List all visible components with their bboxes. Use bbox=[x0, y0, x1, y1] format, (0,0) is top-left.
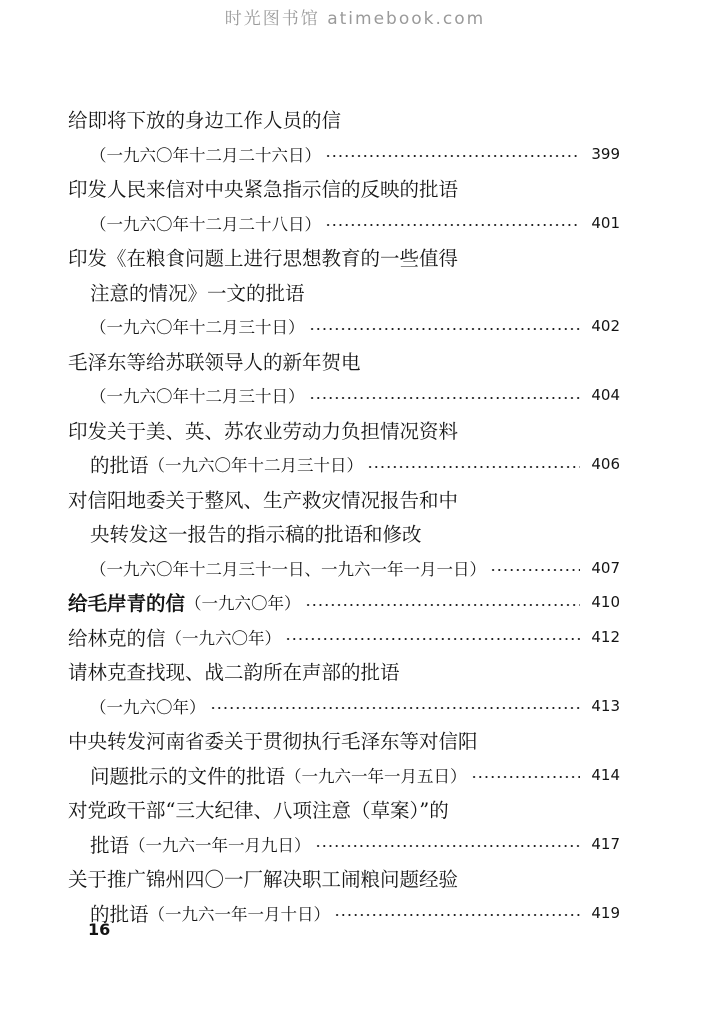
table-of-contents bbox=[68, 102, 620, 930]
toc-entry-title bbox=[68, 654, 620, 689]
toc-entry-date-line bbox=[68, 689, 620, 724]
toc-entry-title bbox=[68, 723, 620, 758]
entry-title-text: 对信阳地委关于整风、生产救灾情况报告和中 bbox=[68, 488, 459, 512]
toc-entry-title bbox=[68, 171, 620, 206]
entry-title-text: 印发关于美、英、苏农业劳动力负担情况资料 bbox=[68, 419, 459, 443]
entry-page-number: 406 bbox=[591, 455, 620, 474]
toc-entry-title-continued bbox=[68, 275, 620, 310]
toc-entry-title bbox=[68, 102, 620, 137]
entry-title-text: 印发人民来信对中央紧急指示信的反映的批语 bbox=[68, 178, 459, 202]
entry-date: （一九六一年一月九日） bbox=[129, 835, 311, 855]
toc-entry-title bbox=[68, 620, 620, 655]
entry-title-text: 对党政干部“三大纪律、八项注意（草案）”的 bbox=[68, 799, 449, 823]
toc-entry-date-line bbox=[68, 447, 620, 482]
toc-entry-date-line bbox=[68, 896, 620, 931]
entry-date: （一九六〇年十二月二十八日） bbox=[90, 214, 321, 234]
entry-title-text: 批语 bbox=[90, 833, 130, 857]
entry-page-number: 412 bbox=[591, 627, 620, 646]
toc-entry-title-continued bbox=[68, 516, 620, 551]
entry-page-number: 399 bbox=[591, 144, 620, 163]
entry-date: （一九六〇年） bbox=[90, 697, 206, 717]
toc-entry-title bbox=[68, 240, 620, 275]
page-number: 16 bbox=[88, 920, 111, 939]
toc-entry-title bbox=[68, 585, 620, 620]
entry-title-text: 关于推广锦州四〇一厂解决职工闹粮问题经验 bbox=[68, 868, 459, 892]
entry-page-number: 402 bbox=[591, 317, 620, 336]
watermark: 时光图书馆 atimebook.com bbox=[224, 9, 486, 29]
dot-leader bbox=[315, 845, 580, 847]
toc-entry-date-line bbox=[68, 378, 620, 413]
toc-entry-title bbox=[68, 344, 620, 379]
toc-entry-date-line bbox=[68, 827, 620, 862]
entry-title-text: 请林克查找现、战二韵所在声部的批语 bbox=[68, 661, 400, 685]
entry-title-text: 给毛岸青的信 bbox=[68, 592, 186, 616]
entry-title-text: 央转发这一报告的指示稿的批语和修改 bbox=[90, 523, 422, 547]
entry-page-number: 410 bbox=[591, 593, 620, 612]
dot-leader bbox=[325, 224, 580, 226]
entry-page-number: 404 bbox=[591, 386, 620, 405]
entry-title-text: 的批语 bbox=[90, 902, 149, 926]
entry-page-number: 407 bbox=[591, 558, 620, 577]
toc-entry-title bbox=[68, 482, 620, 517]
entry-page-number: 419 bbox=[591, 903, 620, 922]
dot-leader bbox=[325, 155, 580, 157]
dot-leader bbox=[334, 914, 580, 916]
toc-entry-date-line bbox=[68, 758, 620, 793]
entry-title-text: 的批语 bbox=[90, 454, 149, 478]
toc-entry-date-line bbox=[68, 206, 620, 241]
entry-title-text: 问题批示的文件的批语 bbox=[90, 764, 286, 788]
entry-title-text: 中央转发河南省委关于贯彻执行毛泽东等对信阳 bbox=[68, 730, 478, 754]
entry-title-text: 毛泽东等给苏联领导人的新年贺电 bbox=[68, 350, 361, 374]
entry-title-text: 印发《在粮食问题上进行思想教育的一些值得 bbox=[68, 247, 459, 271]
entry-date: （一九六〇年） bbox=[165, 628, 282, 648]
dot-leader bbox=[210, 707, 581, 709]
entry-date: （一九六〇年十二月三十日） bbox=[90, 387, 305, 407]
toc-entry-title bbox=[68, 413, 620, 448]
dot-leader bbox=[309, 397, 581, 399]
toc-entry-title bbox=[68, 792, 620, 827]
entry-date: （一九六〇年十二月二十六日） bbox=[90, 145, 321, 165]
dot-leader bbox=[490, 569, 580, 571]
entry-title-text: 给即将下放的身边工作人员的信 bbox=[68, 109, 342, 133]
entry-title-text: 给林克的信 bbox=[68, 626, 166, 650]
entry-date: （一九六〇年十二月三十一日、一九六一年一月一日） bbox=[90, 559, 486, 579]
toc-entry-date-line bbox=[68, 137, 620, 172]
entry-page-number: 401 bbox=[591, 213, 620, 232]
toc-entry-date-line bbox=[68, 309, 620, 344]
dot-leader bbox=[367, 466, 580, 468]
entry-date: （一九六一年一月五日） bbox=[285, 766, 467, 786]
entry-date: （一九六〇年） bbox=[185, 594, 301, 614]
toc-entry-date-line bbox=[68, 551, 620, 586]
entry-page-number: 417 bbox=[591, 834, 620, 853]
dot-leader bbox=[305, 604, 580, 606]
entry-date: （一九六〇年十二月三十日） bbox=[148, 456, 364, 476]
dot-leader bbox=[285, 638, 580, 640]
entry-date: （一九六〇年十二月三十日） bbox=[90, 318, 305, 338]
entry-date: （一九六一年一月十日） bbox=[148, 904, 331, 924]
dot-leader bbox=[471, 776, 580, 778]
entry-page-number: 413 bbox=[591, 696, 620, 715]
dot-leader bbox=[309, 328, 581, 330]
entry-title-text: 注意的情况》一文的批语 bbox=[90, 281, 305, 305]
entry-page-number: 414 bbox=[591, 765, 620, 784]
toc-entry-title bbox=[68, 861, 620, 896]
